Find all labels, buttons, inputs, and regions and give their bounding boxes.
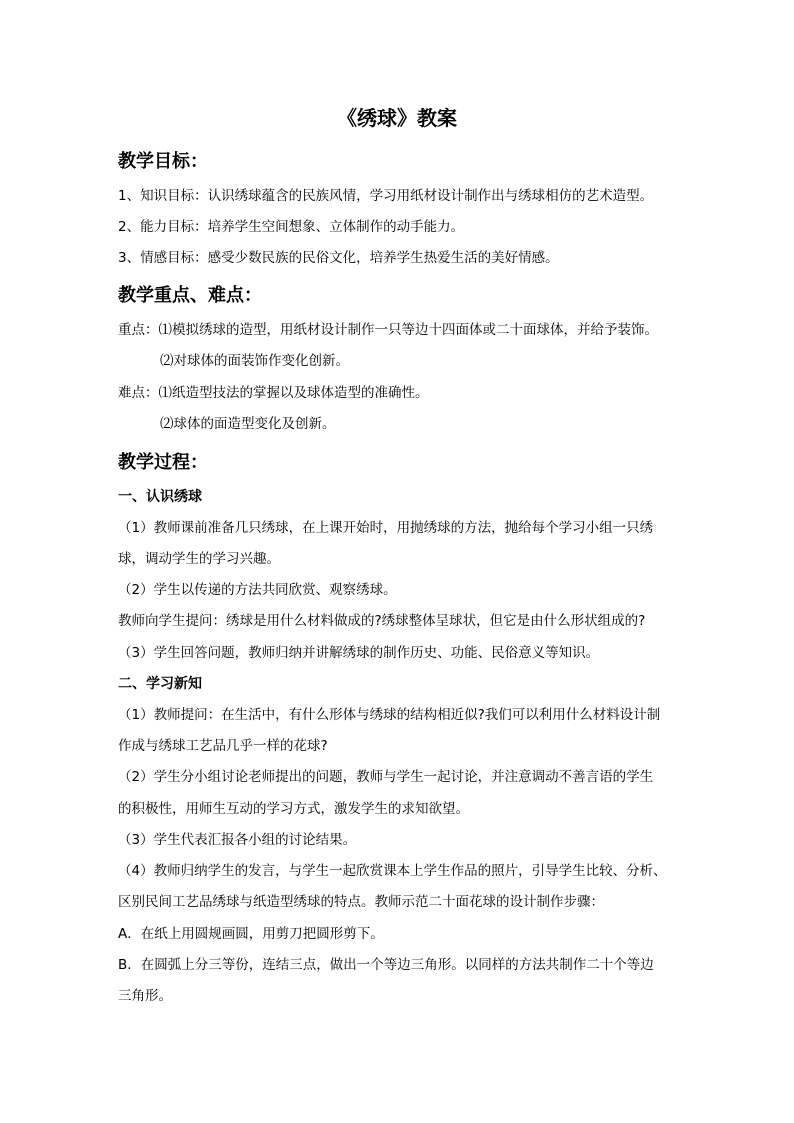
keypoint-line: 难点：⑴纸造型技法的掌握以及球体造型的准确性。 [118, 385, 429, 401]
paragraph-line: 的积极性，用师生互动的学习方式，激发学生的求知欲望。 [118, 801, 469, 817]
paragraph-line: 作成与绣球工艺品几乎一样的花球? [118, 738, 328, 754]
paragraph-line: （3）学生代表汇报各小组的讨论结果。 [118, 832, 357, 848]
paragraph-line: （2）学生以传递的方法共同欣赏、观察绣球。 [118, 582, 397, 598]
paragraph-line: 三角形。 [118, 988, 172, 1004]
paragraph-line: B．在圆弧上分三等份，连结三点，做出一个等边三角形。以同样的方法共制作二十个等边 [118, 957, 654, 973]
paragraph-line: 球，调动学生的学习兴趣。 [118, 551, 280, 567]
goal-item: 3、情感目标：感受少数民族的民俗文化，培养学生热爱生活的美好情感。 [118, 250, 559, 266]
keypoint-line: ⑵球体的面造型变化及创新。 [160, 416, 336, 432]
keypoint-line: ⑵对球体的面装饰作变化创新。 [160, 353, 349, 369]
paragraph-line: （4）教师归纳学生的发言，与学生一起欣赏课本上学生作品的照片，引导学生比较、分析、 [118, 863, 667, 879]
paragraph-line: 区别民间工艺品绣球与纸造型绣球的特点。教师示范二十面花球的设计制作步骤： [118, 894, 604, 910]
paragraph-line: （2）学生分小组讨论老师提出的问题，教师与学生一起讨论，并注意调动不善言语的学生 [118, 769, 654, 785]
document-title: 《绣球》教案 [337, 106, 457, 130]
paragraph-line: （1）教师提问：在生活中，有什么形体与绣球的结构相近似?我们可以利用什么材料设计制 [118, 707, 661, 723]
paragraph-line: A．在纸上用圆规画圆，用剪刀把圆形剪下。 [118, 926, 384, 942]
goal-item: 2、能力目标：培养学生空间想象、立体制作的动手能力。 [118, 219, 465, 235]
goal-item: 1、知识目标：认识绣球蕴含的民族风情，学习用纸材设计制作出与绣球相仿的艺术造型。 [118, 188, 654, 204]
section-title: 二、学习新知 [118, 676, 202, 692]
keypoints-heading: 教学重点、难点： [118, 285, 262, 306]
process-heading: 教学过程： [118, 452, 208, 473]
keypoint-line: 重点：⑴模拟绣球的造型，用纸材设计制作一只等边十四面体或二十面球体，并给予装饰。 [118, 322, 658, 338]
goals-heading: 教学目标： [118, 151, 208, 172]
paragraph-line: 教师向学生提问：绣球是用什么材料做成的?绣球整体呈球状，但它是由什么形状组成的? [118, 613, 646, 629]
paragraph-line: （1）教师课前准备几只绣球，在上课开始时，用抛绣球的方法，抛给每个学习小组一只绣 [118, 520, 654, 536]
paragraph-line: （3）学生回答问题，教师归纳并讲解绣球的制作历史、功能、民俗意义等知识。 [118, 645, 600, 661]
section-title: 一、认识绣球 [118, 489, 202, 505]
